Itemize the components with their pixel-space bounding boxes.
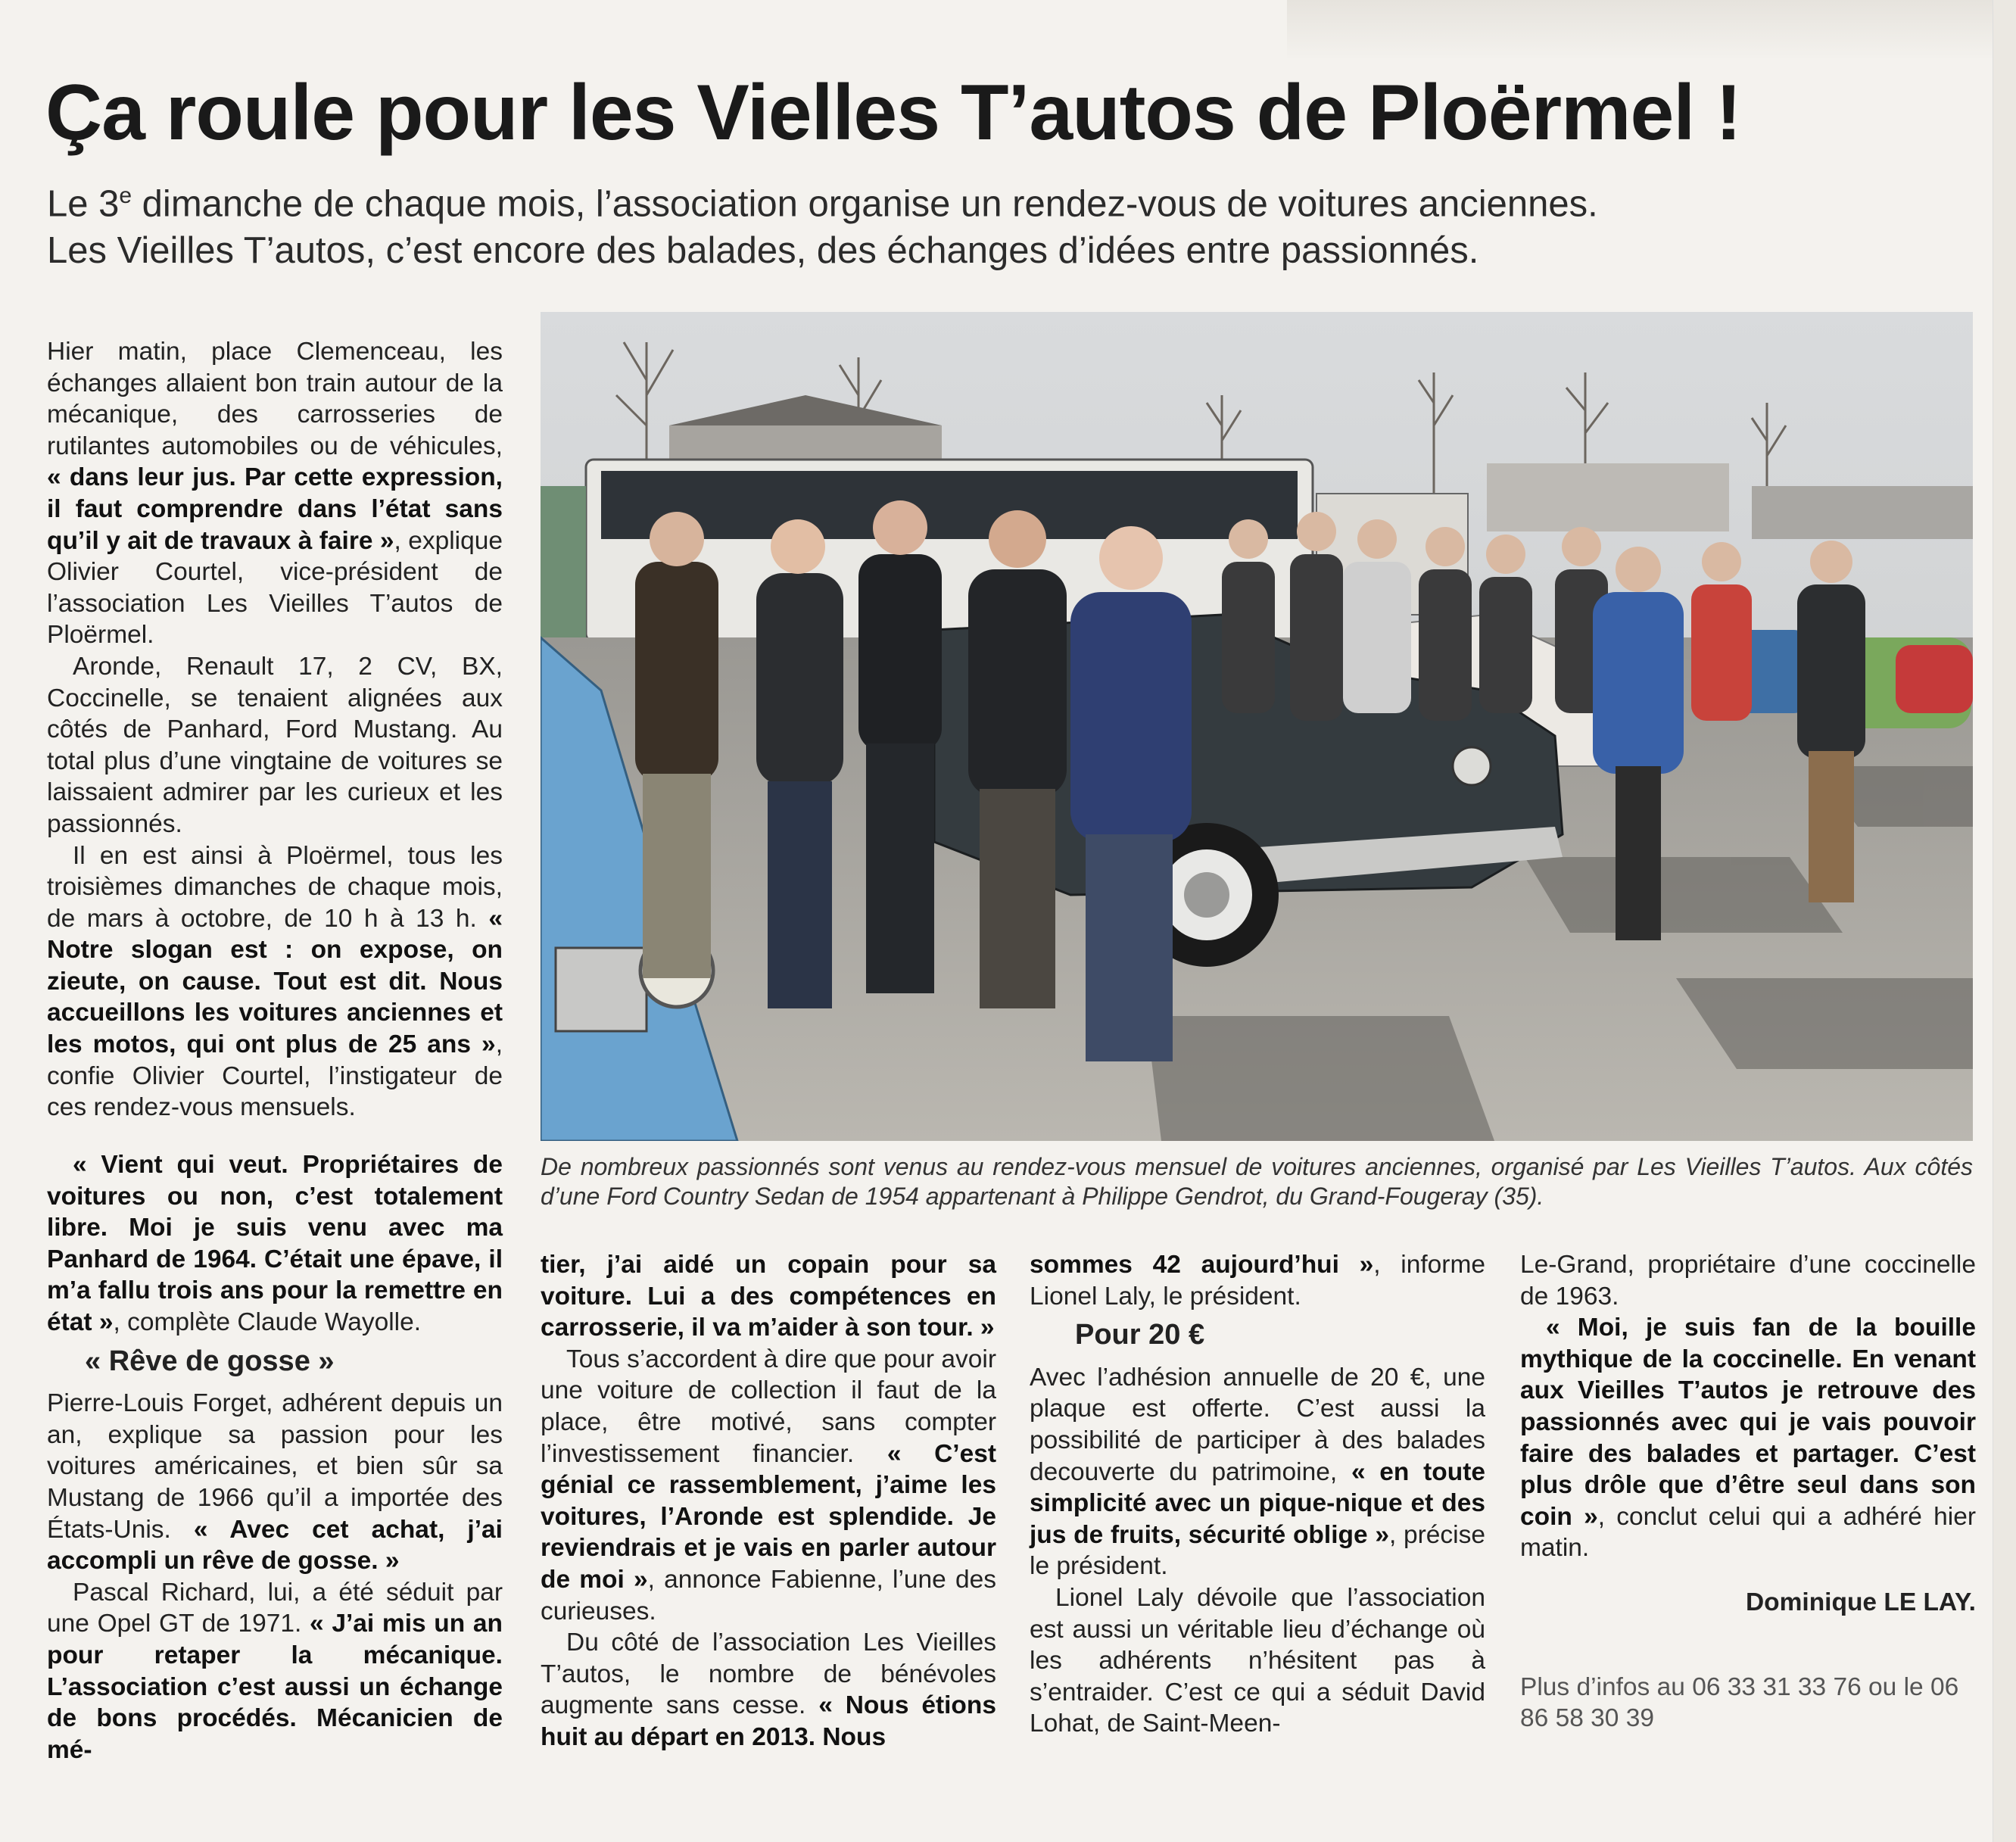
- paragraph: Hier matin, place Clemenceau, les échanges allaient bon train autour de la mécanique, des carrosseries de rutilantes automobiles ou de véhicules, « dans leur jus. Par cette expression, il faut comprendre dans l’état sans qu’il y ait de travaux à faire », explique Olivier Courtel, vice-président de l’association Les Vieilles T’autos de Ploërmel.: [47, 338, 503, 650]
- photo-caption: De nombreux passionnés sont venus au rendez-vous mensuel de voitures anciennes, organisé par Les Vieilles T’autos. Aux côtés d’une Ford Country Sedan de 1954 appartenant à Philippe Gendrot, du Grand-Fougeray (35).: [541, 1153, 1973, 1210]
- subheading: Pour 20 €: [1075, 1319, 1205, 1351]
- paragraph: Avec l’adhésion annuelle de 20 €, une plaque est offerte. C’est aussi la possibilité de participer à des balades decouverte du patrimoine, « en toute simplicité avec un pique-nique et des jus de fruits, sécurité oblige », précise le président.: [1030, 1363, 1485, 1581]
- paragraph: Lionel Laly dévoile que l’association est aussi un véritable lieu d’échange où les adhérents n’hésitent pas à s’entraider. C’est ce qui a séduit David Lohat, de Saint-Meen-: [1030, 1583, 1485, 1738]
- contact-info: Plus d’infos au 06 33 31 33 76 ou le 06 86 58 30 39: [1520, 1672, 1959, 1733]
- column-3: [1030, 1249, 1485, 1740]
- adjacent-article-bleed: [1287, 0, 2016, 61]
- headline: Ça roule pour les Vielles T’autos de Ploërmel !: [45, 69, 1741, 157]
- paragraph: Il en est ainsi à Ploërmel, tous les troisièmes dimanches de chaque mois, de mars à octobre, de 10 h à 13 h. « Notre slogan est : on expose, on zieute, on cause. Tout est dit. Nous accueillons les voitures anciennes et les motos, qui ont plus de 25 ans », confie Olivier Courtel, l’instigateur de ces rendez-vous mensuels.: [47, 841, 503, 1122]
- paragraph: Le-Grand, propriétaire d’une coccinelle de 1963.: [1520, 1251, 1976, 1311]
- photo-illustration: [541, 312, 1973, 1141]
- paragraph: tier, j’ai aidé un copain pour sa voiture. Lui a des compétences en carrosserie, il va m’aider à son tour. »: [541, 1251, 996, 1342]
- paragraph: « Vient qui veut. Propriétaires de voitures ou non, c’est totalement libre. Moi je suis venu avec ma Panhard de 1964. C’était une épave, il m’a fallu trois ans pour la remettre en état », complète Claude Wayolle.: [47, 1151, 503, 1336]
- standfirst-line-2: Les Vieilles T’autos, c’est encore des balades, des échanges d’idées entre passionnés.: [47, 230, 1479, 272]
- article-photo: [541, 312, 1973, 1141]
- adjacent-article-edge: [1993, 0, 2016, 1842]
- paragraph: Pascal Richard, lui, a été séduit par une Opel GT de 1971. « J’ai mis un an pour retaper la mécanique. L’association c’est aussi un échange de bons procédés. Mécanicien de mé-: [47, 1578, 503, 1764]
- standfirst-line-1: Le 3e dimanche de chaque mois, l’association organise un rendez-vous de voitures anciennes.: [47, 183, 1598, 225]
- paragraph: sommes 42 aujourd’hui », informe Lionel Laly, le président.: [1030, 1251, 1485, 1311]
- paragraph: Tous s’accordent à dire que pour avoir une voiture de collection il faut de la place, être motivé, sans compter l’investissement financier. « C’est génial ce rassemblement, j’aime les voitures, l’Aronde est splendide. Je reviendrais et je vais en parler autour de moi », annonce Fabienne, l’une des curieuses.: [541, 1345, 996, 1625]
- column-4: [1520, 1249, 1976, 1734]
- standfirst: [47, 173, 1902, 274]
- author-signature: Dominique LE LAY.: [1745, 1588, 1976, 1616]
- column-2: [541, 1249, 996, 1753]
- paragraph: « Moi, je suis fan de la bouille mythique de la coccinelle. En venant aux Vieilles T’autos je retrouve des passionnés avec qui je vais pouvoir faire des balades et partager. C’est plus drôle que d’être seul dans son coin », conclut celui qui a adhéré hier matin.: [1520, 1314, 1976, 1563]
- subheading: « Rêve de gosse »: [85, 1345, 335, 1377]
- paragraph: Pierre-Louis Forget, adhérent depuis un an, explique sa passion pour les voitures américaines, et bien sûr sa Mustang de 1966 qu’il a importée des États-Unis. « Avec cet achat, j’ai accompli un rêve de gosse. »: [47, 1389, 503, 1576]
- paragraph: Aronde, Renault 17, 2 CV, BX, Coccinelle, se tenaient alignées aux côtés de Panhard, Ford Mustang. Au total plus d’une vingtaine de voitures se laissaient admirer par les curieux et les passionnés.: [47, 652, 503, 838]
- column-1-lower: [47, 1149, 503, 1766]
- column-1-upper: [47, 336, 503, 1124]
- paragraph: Du côté de l’association Les Vieilles T’autos, le nombre de bénévoles augmente sans cesse. « Nous étions huit au départ en 2013. Nous: [541, 1629, 996, 1751]
